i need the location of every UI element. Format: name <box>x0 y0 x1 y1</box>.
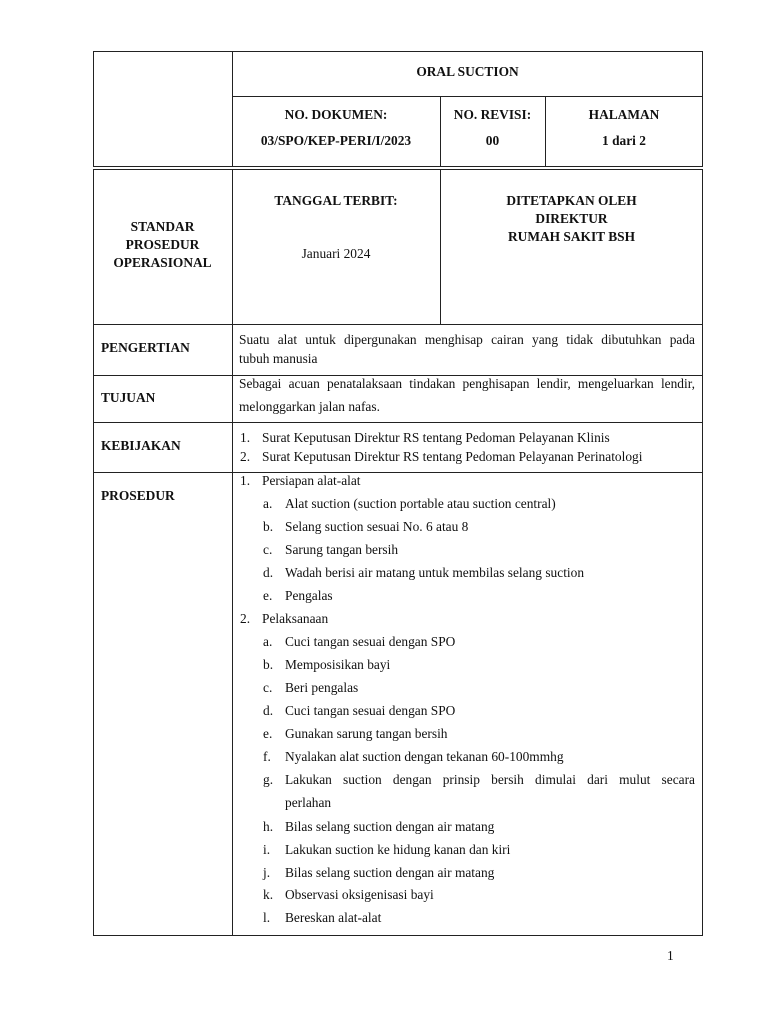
approval-line1: DITETAPKAN OLEH <box>506 193 637 208</box>
step-2c-letter: c. <box>263 680 273 695</box>
step-1b-text: Selang suction sesuai No. 6 atau 8 <box>285 519 469 534</box>
section-2-num: 2. <box>240 611 251 626</box>
row-divider-tujuan <box>93 422 703 423</box>
kebijakan-label: KEBIJAKAN <box>101 438 181 453</box>
kebijakan-item-2-text: Surat Keputusan Direktur RS tentang Pedoman Pelayanan Perinatologi <box>262 449 643 464</box>
step-2g-letter: g. <box>263 772 274 787</box>
step-1a-letter: a. <box>263 496 273 511</box>
page-number: 1 <box>667 948 674 963</box>
prosedur-label: PROSEDUR <box>101 488 175 503</box>
section-1-num: 1. <box>240 473 251 488</box>
section-2-title: Pelaksanaan <box>262 611 329 626</box>
step-2h-text: Bilas selang suction dengan air matang <box>285 819 495 834</box>
step-2j-letter: j. <box>263 865 271 880</box>
step-2i-letter: i. <box>263 842 271 857</box>
step-2f-letter: f. <box>263 749 271 764</box>
step-1e-text: Pengalas <box>285 588 333 603</box>
doc-number-label: NO. DOKUMEN: <box>284 107 388 122</box>
step-2g-text: Lakukan suction dengan prinsip bersih dimulai dari mulut secara <box>285 772 695 787</box>
page-label: HALAMAN <box>588 107 660 122</box>
approval-line3: RUMAH SAKIT BSH <box>508 229 635 244</box>
step-2k-letter: k. <box>263 887 274 902</box>
step-2a-letter: a. <box>263 634 273 649</box>
page-value: 1 dari 2 <box>602 133 646 148</box>
sop-label-line1: STANDAR <box>130 219 195 234</box>
step-2g-text-cont: perlahan <box>285 795 332 810</box>
step-1b-letter: b. <box>263 519 274 534</box>
document-title: ORAL SUCTION <box>416 64 519 79</box>
step-1d-letter: d. <box>263 565 274 580</box>
row-divider-sop <box>93 324 703 325</box>
step-2l-letter: l. <box>263 910 271 925</box>
kebijakan-item-2-num: 2. <box>240 449 251 464</box>
step-2i-text: Lakukan suction ke hidung kanan dan kiri <box>285 842 511 857</box>
step-2b-text: Memposisikan bayi <box>285 657 391 672</box>
issue-date-value: Januari 2024 <box>301 246 371 261</box>
pengertian-text-line1: Suatu alat untuk dipergunakan menghisap cairan yang tidak dibutuhkan pada <box>239 332 695 347</box>
step-1a-text: Alat suction (suction portable atau suction central) <box>285 496 556 511</box>
doc-number-value: 03/SPO/KEP-PERI/I/2023 <box>260 133 412 148</box>
step-1c-letter: c. <box>263 542 273 557</box>
pengertian-text-line2: tubuh manusia <box>239 351 318 366</box>
step-2b-letter: b. <box>263 657 274 672</box>
step-2j-text: Bilas selang suction dengan air matang <box>285 865 495 880</box>
tujuan-text-line1: Sebagai acuan penatalaksaan tindakan penghisapan lendir, mengeluarkan lendir, <box>239 376 695 391</box>
step-2f-text: Nyalakan alat suction dengan tekanan 60-100mmhg <box>285 749 564 764</box>
approval-line2: DIREKTUR <box>535 211 608 226</box>
revision-label: NO. REVISI: <box>453 107 532 122</box>
kebijakan-item-1-text: Surat Keputusan Direktur RS tentang Pedoman Pelayanan Klinis <box>262 430 610 445</box>
step-1c-text: Sarung tangan bersih <box>285 542 399 557</box>
step-1d-text: Wadah berisi air matang untuk membilas selang suction <box>285 565 585 580</box>
sop-label-line2: PROSEDUR <box>125 237 200 252</box>
step-2e-letter: e. <box>263 726 273 741</box>
step-1e-letter: e. <box>263 588 273 603</box>
revision-value: 00 <box>485 133 500 148</box>
tujuan-label: TUJUAN <box>101 390 156 405</box>
main-label-divider <box>232 169 233 936</box>
sop-label-line3: OPERASIONAL <box>113 255 212 270</box>
kebijakan-item-1-num: 1. <box>240 430 251 445</box>
step-2c-text: Beri pengalas <box>285 680 359 695</box>
tujuan-text-line2: melonggarkan jalan nafas. <box>239 399 380 414</box>
step-2k-text: Observasi oksigenisasi bayi <box>285 887 434 902</box>
step-2d-letter: d. <box>263 703 274 718</box>
step-2e-text: Gunakan sarung tangan bersih <box>285 726 448 741</box>
pengertian-label: PENGERTIAN <box>101 340 190 355</box>
step-2l-text: Bereskan alat-alat <box>285 910 382 925</box>
step-2a-text: Cuci tangan sesuai dengan SPO <box>285 634 456 649</box>
section-1-title: Persiapan alat-alat <box>262 473 361 488</box>
header-title-divider <box>232 96 703 97</box>
row-divider-kebijakan <box>93 472 703 473</box>
issue-date-label: TANGGAL TERBIT: <box>274 193 398 208</box>
step-2h-letter: h. <box>263 819 274 834</box>
step-2d-text: Cuci tangan sesuai dengan SPO <box>285 703 456 718</box>
